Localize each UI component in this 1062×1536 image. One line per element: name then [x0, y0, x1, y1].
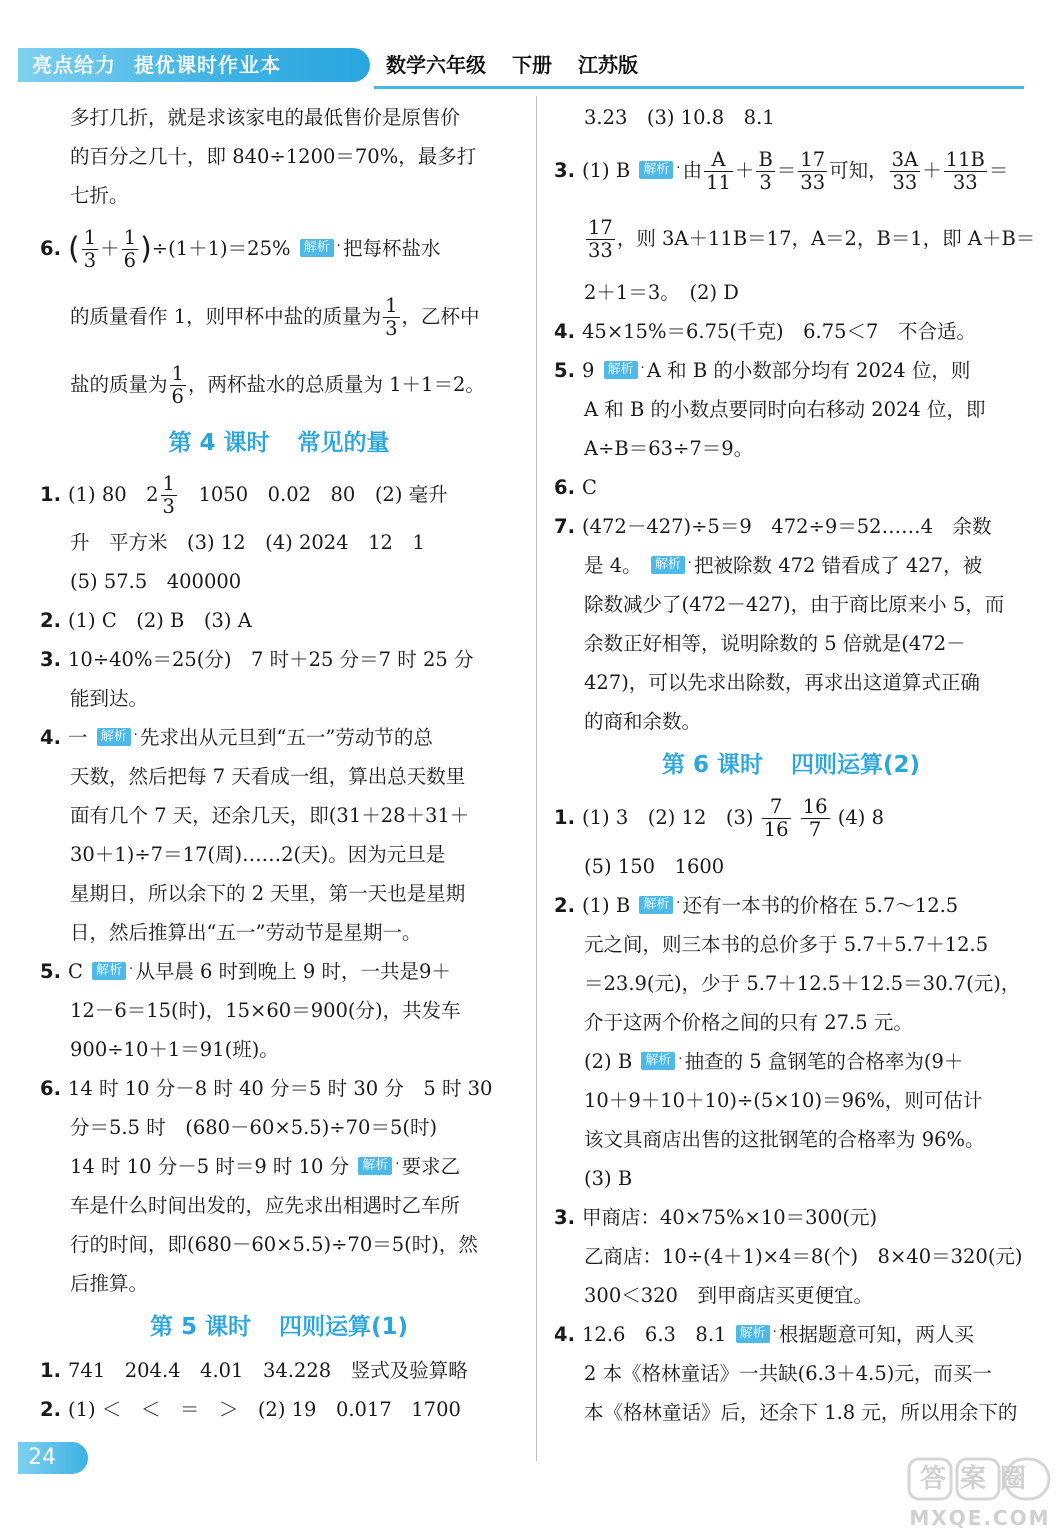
analysis-text: 可知， — [829, 159, 888, 182]
text-segment: ，两杯盐水的总质量为 1＋1＝2。 — [187, 373, 485, 396]
numerator: 1 — [385, 294, 398, 317]
brand-name: 亮点给力 — [32, 53, 116, 77]
item-number: 5. — [40, 960, 61, 983]
book-name: 提优课时作业本 — [134, 53, 281, 77]
answer-item — [554, 468, 1028, 507]
answer-text: 是 4。 — [584, 554, 642, 577]
answer-text: 甲商店：40×75%×10＝300(元) — [582, 1206, 878, 1229]
answer-item — [554, 507, 1028, 546]
fraction — [586, 217, 615, 262]
numerator: A — [704, 149, 733, 172]
text-line: 能到达。 — [70, 687, 149, 710]
answer-text: 14 时 10 分－8 时 40 分＝5 时 30 分 5 时 30 — [68, 1077, 493, 1100]
analysis-text: 把每杯盐水 — [342, 237, 441, 260]
fraction — [798, 149, 827, 194]
answer-item — [40, 215, 518, 283]
text-line — [40, 351, 518, 419]
text-line: 行的时间，即(680－60×5.5)÷70＝5(时)，然 — [70, 1233, 478, 1256]
analysis-tag: 解析 · — [641, 1052, 675, 1070]
answer-item — [554, 351, 1028, 390]
text-line: 本《格林童话》后，还余下 1.8 元，所以用余下的 — [584, 1401, 1018, 1424]
text-line: 天数，然后把每 7 天看成一组，算出总天数里 — [70, 765, 466, 788]
analysis-text: 要求乙 — [401, 1155, 461, 1178]
text-line: 除数减少了(472－427)，由于商比原来小 5，而 — [584, 593, 1005, 616]
text-line: 该文具商店出售的这批钢笔的合格率为 96%。 — [584, 1128, 985, 1151]
text-line: 3.23 (3) 10.8 8.1 — [584, 106, 775, 129]
fraction — [82, 227, 98, 272]
text-line: 300＜320 到甲商店买更便宜。 — [584, 1284, 873, 1307]
denominator: 6 — [123, 249, 137, 272]
text-line: 乙商店：10÷(4＋1)×4＝8(个) 8×40＝320(元) — [584, 1245, 1023, 1268]
answer-item — [40, 467, 518, 523]
text-line: 后推算。 — [70, 1272, 149, 1295]
answer-text: 12.6 6.3 8.1 — [582, 1323, 727, 1346]
denominator: 3 — [83, 249, 97, 272]
item-number: 6. — [40, 1077, 61, 1100]
section-title — [554, 741, 1028, 789]
analysis-text: 抽查的 5 盒钢笔的合格率为(9＋ — [684, 1050, 964, 1073]
text-line: 多打几折，就是求该家电的最低售价是原售价 — [70, 106, 461, 129]
answer-text: (2) B — [584, 1050, 633, 1073]
text-line: 的百分之几十，即 840÷1200＝70%，最多打 — [70, 145, 477, 168]
text-line: (5) 57.5 400000 — [70, 570, 242, 593]
answer-text: (1) C (2) B (3) A — [68, 609, 252, 632]
section-name: 常见的量 — [297, 430, 390, 456]
watermark-logo — [905, 1455, 1055, 1533]
analysis-text: 还有一本书的价格在 5.7～12.5 — [682, 894, 959, 917]
subject-info — [386, 48, 664, 82]
answer-text: (1) B — [582, 894, 631, 917]
answer-item — [40, 1069, 518, 1108]
item-number: 2. — [40, 609, 61, 632]
answer-text: (472－427)÷5＝9 472÷9＝52……4 余数 — [582, 515, 992, 538]
analysis-tag: 解析 · — [651, 556, 685, 574]
item-number: 3. — [554, 1206, 575, 1229]
text-segment: ，乙杯中 — [401, 305, 480, 328]
answer-text: ÷(1＋1)＝25% — [151, 237, 291, 260]
answer-item — [554, 312, 1028, 351]
series-badge — [18, 48, 370, 82]
text-line: 30＋1)÷7＝17(周)……2(天)。因为元旦是 — [70, 843, 446, 866]
text-line: 星期日，所以余下的 2 天里，第一天也是星期 — [70, 882, 466, 905]
item-number: 4. — [40, 726, 61, 749]
watermark-url: MXQE.COM — [909, 1506, 1051, 1530]
answer-text: 14 时 10 分－5 时＝9 时 10 分 — [70, 1155, 350, 1178]
item-number: 4. — [554, 320, 575, 343]
answer-text: (1) B — [582, 159, 631, 182]
analysis-tag: 解析 · — [300, 239, 334, 257]
text-line: 10＋9＋10＋10)÷(5×10)＝96%，则可估计 — [584, 1089, 983, 1112]
text-line: 介于这两个价格之间的只有 27.5 元。 — [584, 1011, 913, 1034]
item-number: 2. — [554, 894, 575, 917]
text-line: A÷B＝63÷7＝9。 — [584, 437, 754, 460]
watermark-text: 答案圈 — [919, 1464, 1041, 1494]
fraction — [801, 796, 830, 841]
text-line: 12－6＝15(时)，15×60＝900(分)，共发车 — [70, 999, 461, 1022]
text-line: ＝23.9(元)，少于 5.7＋12.5＋12.5＝30.7(元)， — [584, 972, 1021, 995]
fraction — [704, 149, 733, 194]
section-title — [40, 419, 518, 467]
numerator: 1 — [171, 362, 184, 385]
answer-text: (1) ＜ ＜ ＝ ＞ (2) 19 0.017 1700 — [68, 1398, 461, 1421]
denominator: 11 — [706, 171, 731, 194]
analysis-text: 由 — [682, 159, 703, 182]
fraction — [890, 149, 921, 194]
denominator: 6 — [171, 385, 184, 408]
numerator: 17 — [588, 216, 613, 239]
item-number: 2. — [40, 1398, 61, 1421]
section-number: 第 6 课时 — [661, 752, 763, 778]
analysis-text: 把被除数 472 错看成了 427，被 — [694, 554, 983, 577]
numerator: B — [758, 148, 773, 171]
answer-item — [554, 789, 1028, 847]
numerator: 16 — [802, 795, 828, 818]
item-number: 4. — [554, 1323, 575, 1346]
text-line: 元之间，则三本书的总价多于 5.7＋5.7＋12.5 — [584, 933, 989, 956]
header-rule — [374, 86, 1024, 89]
text-line — [554, 546, 1028, 585]
text-line — [554, 205, 1036, 273]
numerator: 11B — [945, 148, 985, 171]
column-divider — [536, 96, 537, 1461]
item-number: 1. — [40, 1359, 61, 1382]
analysis-text: 先求出从元旦到“五一”劳动节的总 — [139, 726, 433, 749]
operator: ＝ — [988, 159, 1009, 182]
text-segment: 的质量看作 1，则甲杯中盐的质量为 — [70, 305, 382, 328]
numerator: 1 — [123, 226, 137, 249]
analysis-text: 根据题意可知，两人买 — [778, 1323, 974, 1346]
section-name: 四则运算(2) — [791, 752, 921, 778]
item-number: 1. — [554, 806, 575, 829]
answer-item — [40, 1351, 518, 1390]
right-paren: ) — [140, 231, 152, 267]
text-line — [40, 283, 518, 351]
operator: ＝ — [776, 159, 797, 182]
left-column — [40, 98, 518, 1429]
text-line: 427)，可以先求出除数，再求出这道算式正确 — [584, 671, 980, 694]
fraction — [383, 295, 399, 340]
answer-text: (1) 80 2 — [68, 483, 159, 506]
right-column — [554, 98, 1036, 1432]
denominator: 3 — [385, 317, 398, 340]
answer-text: 1050 0.02 80 (2) 毫升 — [178, 483, 448, 506]
text-line: 七折。 — [70, 184, 129, 207]
analysis-tag: 解析 · — [97, 728, 131, 746]
denominator: 7 — [808, 818, 822, 841]
operator: ＋ — [922, 159, 942, 182]
denominator: 33 — [800, 171, 826, 194]
text-line: A 和 B 的小数点要同时向右移动 2024 位，即 — [584, 398, 986, 421]
section-title — [40, 1303, 518, 1351]
left-paren: ( — [68, 231, 80, 267]
numerator: 3A — [891, 148, 919, 171]
subject-volume: 下册 — [512, 53, 552, 77]
fraction — [756, 149, 774, 194]
answer-item — [554, 1198, 1028, 1237]
item-number: 6. — [40, 237, 61, 260]
text-line: (3) B — [584, 1167, 633, 1190]
answer-text: 45×15%＝6.75(千克) 6.75＜7 不合适。 — [582, 320, 976, 343]
fraction — [944, 149, 987, 194]
denominator: 33 — [952, 171, 978, 194]
answer-item — [40, 1390, 518, 1429]
fraction — [161, 473, 177, 518]
answer-item — [554, 137, 1028, 205]
analysis-text: 从早晨 6 时到晚上 9 时，一共是9＋ — [135, 960, 451, 983]
text-line: 2＋1＝3。 (2) D — [584, 281, 739, 304]
item-number: 1. — [40, 483, 61, 506]
answer-text: C — [68, 960, 83, 983]
numerator: 7 — [762, 796, 791, 819]
analysis-tag: 解析 · — [358, 1157, 392, 1175]
denominator: 16 — [763, 818, 789, 841]
analysis-text: ，则 3A＋11B＝17，A＝2，B＝1，即 A＋B＝ — [616, 227, 1036, 250]
page-number: 24 — [18, 1442, 88, 1474]
answer-text: (4) 8 — [837, 806, 884, 829]
fraction — [122, 227, 138, 272]
answer-item — [40, 718, 518, 757]
item-number: 7. — [554, 515, 575, 538]
answer-text: 一 — [68, 726, 88, 749]
page-header — [0, 48, 1062, 84]
numerator: 1 — [83, 226, 97, 249]
answer-text: 9 — [582, 359, 595, 382]
answer-item — [554, 1315, 1028, 1354]
text-line: 分＝5.5 时 (680－60×5.5)÷70＝5(时) — [70, 1116, 438, 1139]
denominator: 33 — [588, 239, 613, 262]
denominator: 3 — [162, 495, 175, 518]
answer-text: 10÷40%＝25(分) 7 时＋25 分＝7 时 25 分 — [68, 648, 474, 671]
section-name: 四则运算(1) — [279, 1314, 409, 1340]
subject-grade: 数学六年级 — [386, 53, 486, 77]
subject-edition: 江苏版 — [578, 53, 638, 77]
denominator: 3 — [759, 171, 772, 194]
answer-item — [40, 952, 518, 991]
fraction — [170, 363, 186, 408]
answer-item — [40, 640, 518, 679]
text-line: 车是什么时间出发的，应先求出相遇时乙车所 — [70, 1194, 461, 1217]
answer-text: C — [582, 476, 597, 499]
section-number: 第 4 课时 — [168, 430, 270, 456]
answer-item — [554, 886, 1028, 925]
operator: ＋ — [734, 159, 755, 182]
item-number: 3. — [40, 648, 61, 671]
analysis-tag: 解析 · — [639, 161, 673, 179]
text-line — [554, 1042, 1028, 1081]
text-line: 900÷10＋1＝91(班)。 — [70, 1038, 279, 1061]
text-segment: 盐的质量为 — [70, 373, 168, 396]
text-line: 余数正好相等，说明除数的 5 倍就是(472－ — [584, 632, 966, 655]
text-line: 日，然后推算出“五一”劳动节是星期一。 — [70, 921, 422, 944]
analysis-tag: 解析 · — [604, 361, 638, 379]
analysis-tag: 解析 · — [736, 1325, 770, 1343]
denominator: 33 — [892, 171, 918, 194]
operator: ＋ — [100, 237, 120, 260]
text-line — [40, 1147, 518, 1186]
analysis-text: A 和 B 的小数部分均有 2024 位，则 — [646, 359, 971, 382]
answer-item — [40, 601, 518, 640]
numerator: 1 — [162, 472, 175, 495]
text-line: 的商和余数。 — [584, 710, 702, 733]
text-line: 面有几个 7 天，还余几天，即(31＋28＋31＋ — [70, 804, 470, 827]
text-line: 升 平方米 (3) 12 (4) 2024 12 1 — [70, 531, 425, 554]
item-number: 6. — [554, 476, 575, 499]
analysis-tag: 解析 · — [92, 962, 126, 980]
text-line: 2 本《格林童话》一共缺(6.3＋4.5)元，而买一 — [584, 1362, 992, 1385]
item-number: 5. — [554, 359, 575, 382]
answer-text: (1) 3 (2) 12 (3) — [582, 806, 754, 829]
section-number: 第 5 课时 — [149, 1314, 251, 1340]
numerator: 17 — [800, 148, 826, 171]
fraction — [762, 796, 791, 841]
analysis-tag: 解析 · — [639, 896, 673, 914]
answer-text: 741 204.4 4.01 34.228 竖式及验算略 — [68, 1359, 468, 1382]
text-line: (5) 150 1600 — [584, 855, 725, 878]
item-number: 3. — [554, 159, 575, 182]
